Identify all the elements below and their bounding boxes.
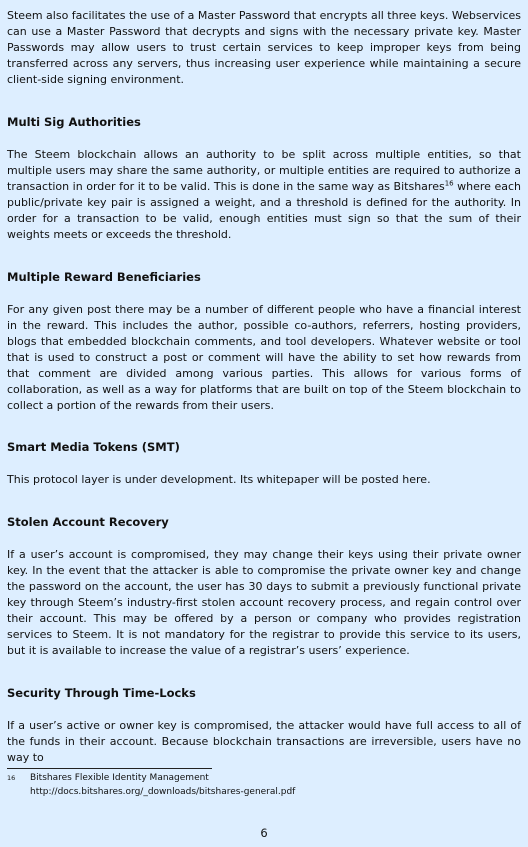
footnote-mark: 16 [7, 774, 16, 782]
footnote-url-link[interactable]: http://docs.bitshares.org/_downloads/bitshares-general.pdf [30, 787, 296, 797]
footnote-reference[interactable]: 16 [444, 179, 454, 188]
stolen-recovery-paragraph: If a user’s account is compromised, they may change their keys using their private owner key. In the event that the attacker is able to compromise the private owner key and change the password on the account, the user has 30 days to submit a previously functional private key through Steem’s industry-first stolen account recovery process, and regain control over their account. This may be offered by a person or company who provides registration services to Steem. It is not mandatory for the registrar to provide this service to its users, but it is available to increase the value of a registrar’s users’ experience. [7, 548, 521, 657]
master-password-paragraph: Steem also facilitates the use of a Master Password that encrypts all three keys. Webservices can use a Master Password that decrypts and signs with the necessary private key. Master Passwords may allow users to trust certain services to keep improper keys from being transferred across any servers, thus increasing user experience while maintaining a secure client-side signing environment. [7, 9, 521, 86]
heading-smt: Smart Media Tokens (SMT) [7, 440, 180, 454]
page-number: 6 [260, 826, 268, 840]
heading-stolen-recovery: Stolen Account Recovery [7, 515, 169, 529]
footnote-title: Bitshares Flexible Identity Management [30, 773, 209, 783]
heading-time-locks: Security Through Time-Locks [7, 686, 196, 700]
multisig-text-before: The Steem blockchain allows an authority to be split across multiple entities, so that multiple users may share the same authority, or multiple entities are required to authorize a transaction in order for it to be valid. This is done in the same way as Bitshares [7, 148, 521, 193]
heading-multisig: Multi Sig Authorities [7, 115, 141, 129]
multisig-text-after: where each public/private key pair is assigned a weight, and a threshold is defined for the authority. In order for a transaction to be valid, enough entities must sign so that the sum of their weights meets or exceeds the threshold. [7, 180, 521, 241]
multisig-paragraph [7, 147, 521, 243]
reward-beneficiaries-paragraph: For any given post there may be a number of different people who have a financial interest in the reward. This includes the author, possible co-authors, referrers, hosting providers, blogs that embedded blockchain comments, and tool developers. Whatever website or tool that is used to construct a post or comment will have the ability to set how rewards from that comment are divided among various parties. This allows for various forms of collaboration, as well as a way for platforms that are built on top of the Steem blockchain to collect a portion of the rewards from their users. [7, 303, 521, 412]
footnote-divider [7, 768, 212, 769]
heading-reward-beneficiaries: Multiple Reward Beneficiaries [7, 270, 201, 284]
time-locks-paragraph: If a user’s active or owner key is compromised, the attacker would have full access to all of the funds in their account. Because blockchain transactions are irreversible, users have no way to [7, 719, 521, 764]
footnote [7, 771, 295, 799]
smt-paragraph: This protocol layer is under development. Its whitepaper will be posted here. [7, 473, 431, 486]
